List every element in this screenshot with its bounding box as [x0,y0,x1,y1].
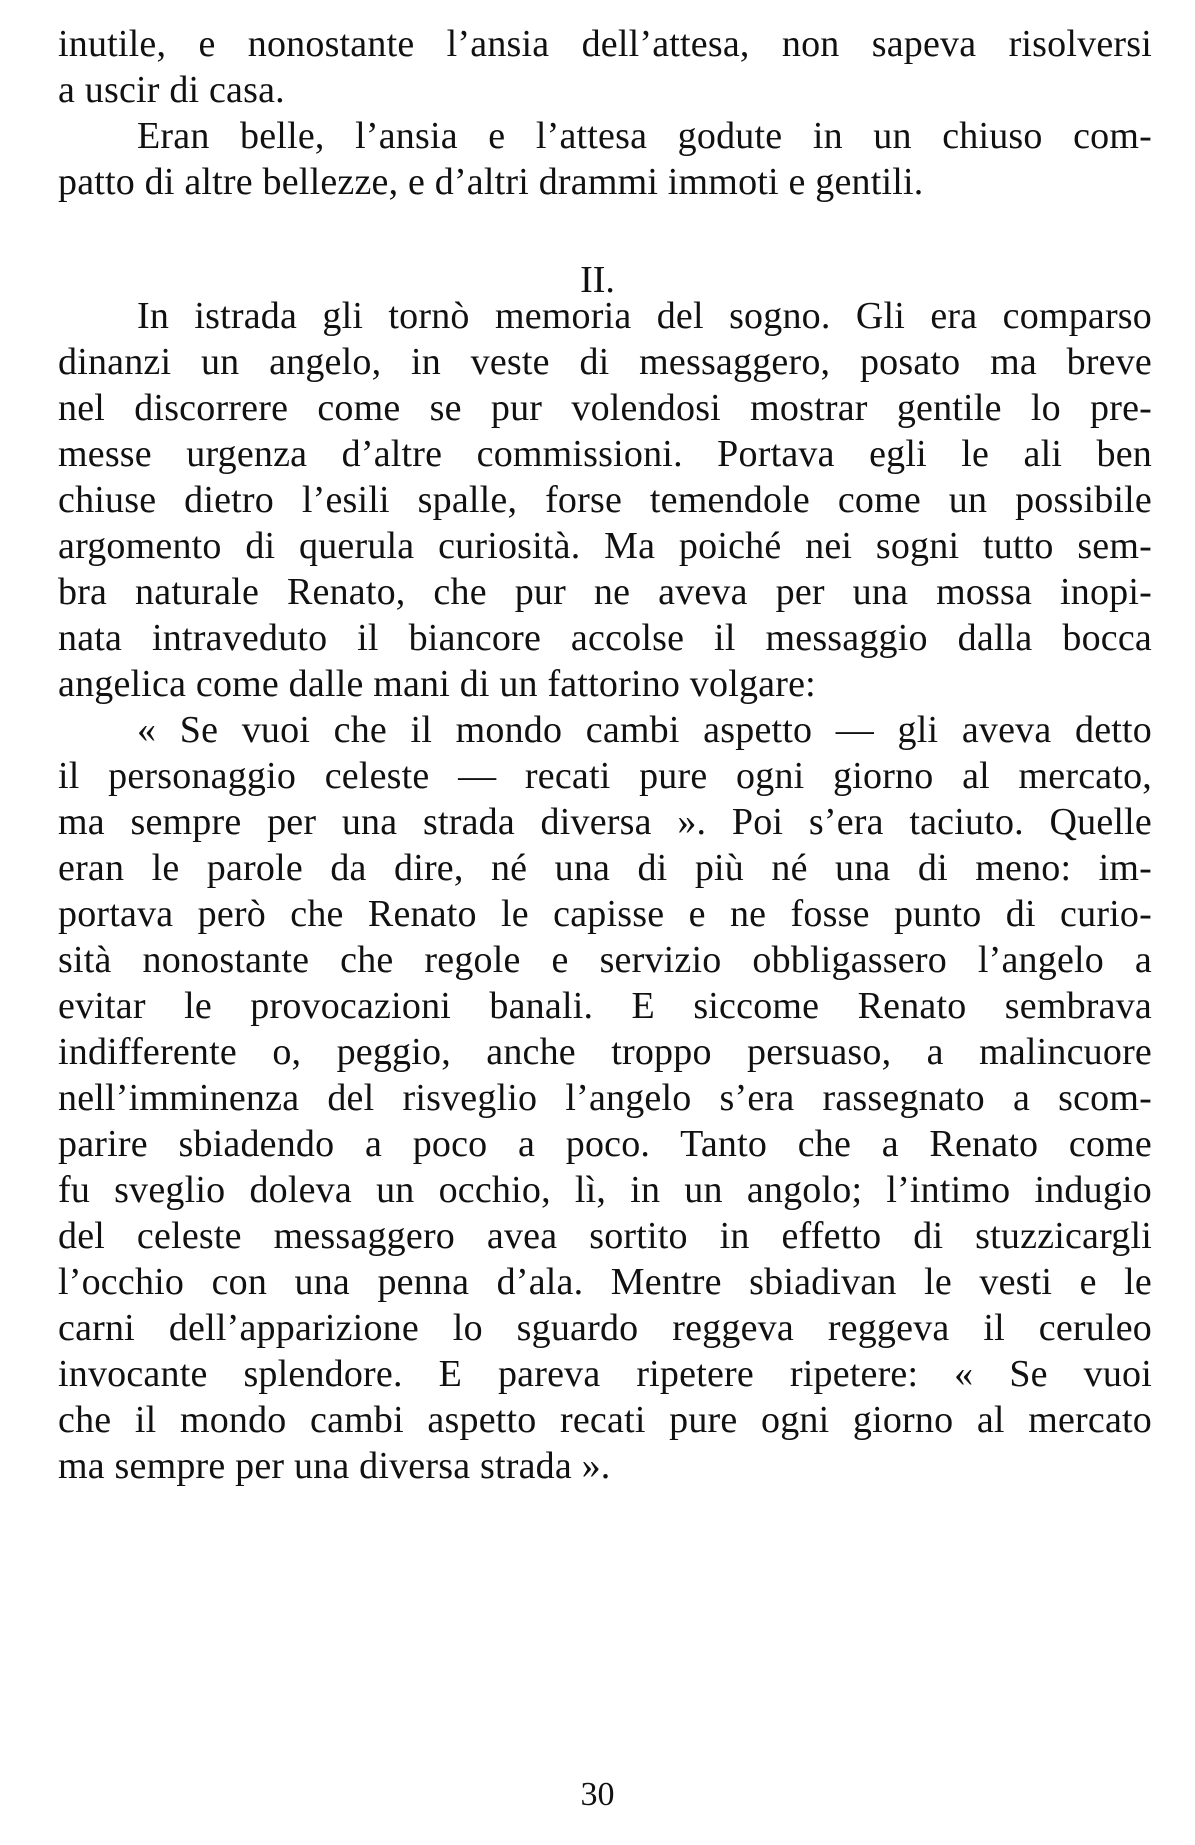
text-line: bra naturale Renato, che pur ne aveva per una mossa inopi- [58,571,1152,613]
text-line: evitar le provocazioni banali. E siccome Renato sembrava [58,985,1152,1027]
text-line: patto di altre bellezze, e d’altri drammi immoti e gentili. [58,161,924,203]
text-line: nel discorrere come se pur volendosi mostrar gentile lo pre- [58,387,1152,429]
text-line: ma sempre per una strada diversa ». Poi s’era taciuto. Quelle [58,801,1152,843]
text-line: dinanzi un angelo, in veste di messaggero, posato ma breve [58,341,1152,383]
text-line: argomento di querula curiosità. Ma poiché nei sogni tutto sem- [58,525,1152,567]
text-line: che il mondo cambi aspetto recati pure ogni giorno al mercato [58,1399,1152,1441]
text-line: ma sempre per una diversa strada ». [58,1445,611,1487]
text-line: l’occhio con una penna d’ala. Mentre sbiadivan le vesti e le [58,1261,1152,1303]
section-heading: II. [580,259,615,301]
text-line: indifferente o, peggio, anche troppo persuaso, a malincuore [58,1031,1152,1073]
text-line: chiuse dietro l’esili spalle, forse temendole come un possibile [58,479,1152,521]
text-line: nata intraveduto il biancore accolse il messaggio dalla bocca [58,617,1152,659]
text-line: il personaggio celeste — recati pure ogni giorno al mercato, [58,755,1152,797]
text-line: messe urgenza d’altre commissioni. Portava egli le ali ben [58,433,1152,475]
text-line: angelica come dalle mani di un fattorino volgare: [58,663,816,705]
text-line: inutile, e nonostante l’ansia dell’attesa, non sapeva risolversi [58,23,1152,65]
text-line: parire sbiadendo a poco a poco. Tanto che a Renato come [58,1123,1152,1165]
text-line: eran le parole da dire, né una di più né una di meno: im- [58,847,1152,889]
text-line: del celeste messaggero avea sortito in effetto di stuzzicargli [58,1215,1152,1257]
page-number: 30 [580,1776,615,1813]
text-line: sità nonostante che regole e servizio obbligassero l’angelo a [58,939,1152,981]
text-line: a uscir di casa. [58,69,285,111]
text-line: Eran belle, l’ansia e l’attesa godute in un chiuso com- [137,115,1152,157]
text-line: carni dell’apparizione lo sguardo reggeva reggeva il ceruleo [58,1307,1152,1349]
text-line: « Se vuoi che il mondo cambi aspetto — gli aveva detto [137,709,1152,751]
text-line: nell’imminenza del risveglio l’angelo s’era rassegnato a scom- [58,1077,1152,1119]
text-line: invocante splendore. E pareva ripetere ripetere: « Se vuoi [58,1353,1152,1395]
text-line: portava però che Renato le capisse e ne fosse punto di curio- [58,893,1152,935]
text-line: fu sveglio doleva un occhio, lì, in un angolo; l’intimo indugio [58,1169,1152,1211]
text-line: In istrada gli tornò memoria del sogno. Gli era comparso [137,295,1152,337]
